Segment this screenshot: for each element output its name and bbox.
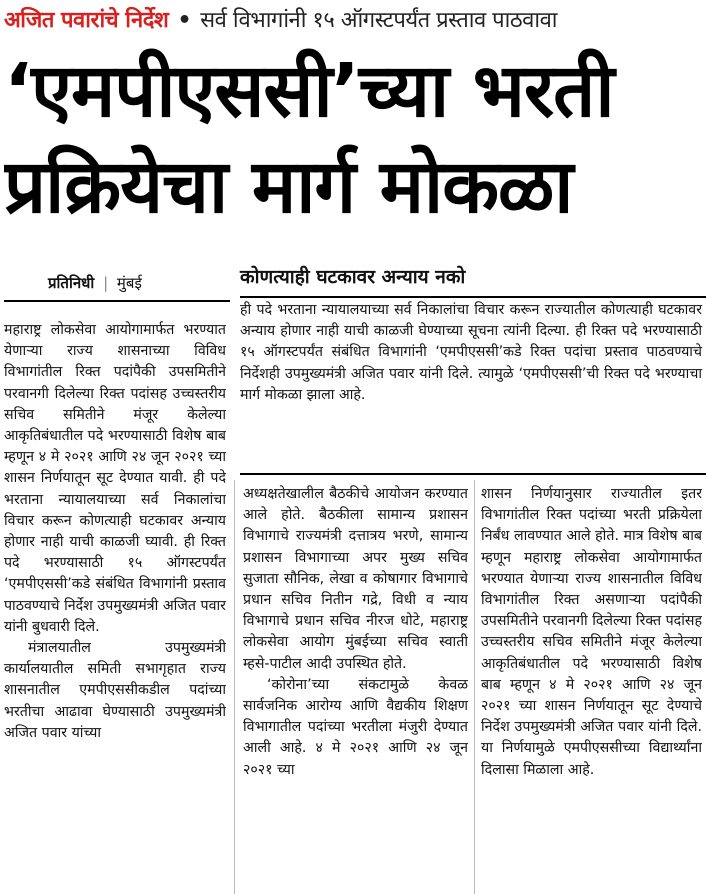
subheading-box [240, 262, 706, 298]
subheading: कोणत्याही घटकावर अन्याय नको [240, 266, 466, 288]
kicker-line [4, 4, 704, 38]
column-divider-2 [474, 480, 475, 894]
byline [48, 272, 142, 294]
column-1-paragraph-2: मंत्रालयातील उपमुख्यमंत्री कार्यालयातील समिती सभागृहात राज्य शासनातील एमपीएससीकडील पदांच्या भरतीचा आढावा घेण्यासाठी उपमुख्यमंत्री अजित पवार यांच्या [4, 640, 226, 741]
column-1-paragraph-1: महाराष्ट्र लोकसेवा आयोगामार्फत भरण्यात येणाऱ्या राज्य शासनाच्या विविध विभागांतील रिक्त पदांपैकी उपसमितीने परवानगी दिलेल्या रिक्त पदांसह उच्चस्तरीय सचिव समितीने मंजूर केलेल्या आकृतिबंधातील पदे भरण्यासाठी विशेष बाब म्हणून ४ मे २०२१ आणि २४ जून २०२१ च्या शासन निर्णयातून सूट देण्यात यावी. ही पदे भरताना न्यायालयाच्या सर्व निकालांचा विचार करून कोणत्याही घटकावर अन्याय होणार नाही याची काळजी घ्यावी. ही रिक्त पदे भरण्यासाठी १५ ऑगस्टपर्यंत ‘एमपीएससी’कडे संबंधित विभागांनी प्रस्ताव पाठवण्याचे निर्देश उपमुख्यमंत्री अजित पवार यांनी बुधवारी दिले. [4, 322, 226, 635]
article-column-1 [4, 320, 226, 894]
column-2-paragraph-2: ‘कोरोना’च्या संकटामुळे केवळ सार्वजनिक आरोग्य आणि वैद्यकीय शिक्षण विभागातील पदांच्या भरतीला मंजुरी देण्यात आली आहे. ४ मे २०२१ आणि २४ जून २०२१ च्या [243, 676, 468, 778]
kicker-text: सर्व विभागांनी १५ ऑगस्टपर्यंत प्रस्ताव पाठवावा [200, 8, 558, 33]
byline-reporter: प्रतिनिधी [48, 274, 95, 292]
divider-left [4, 300, 230, 302]
kicker-highlight: अजित पवारांचे निर्देश [4, 8, 169, 33]
column-2-paragraph-1: अध्यक्षतेखालील बैठकीचे आयोजन करण्यात आले होते. बैठकीला सामान्य प्रशासन विभागाचे राज्यमंत्री दत्तात्रय भरणे, सामान्य प्रशासन विभागाच्या अपर मुख्य सचिव सुजाता सौनिक, लेखा व कोषागार विभागाचे प्रधान सचिव नितीन गद्रे, विधी व न्याय विभागाचे प्रधान सचिव नीरज धोटे, महाराष्ट्र लोकसेवा आयोग मुंबईच्या सचिव स्वाती म्हसे-पाटील आदी उपस्थित होते. [243, 486, 468, 672]
byline-separator: | [103, 274, 109, 292]
headline-line-2: प्रक्रियेचा मार्ग मोकळा [4, 144, 573, 230]
article-column-2 [243, 484, 468, 894]
lead-paragraph: ही पदे भरताना न्यायालयाच्या सर्व निकालांचा विचार करून राज्यातील कोणत्याही घटकावर अन्याय होणार नाही याची काळजी घेण्याच्या सूचना त्यांनी दिल्या. ही रिक्त पदे भरण्यासाठी १५ ऑगस्टपर्यंत संबंधित विभागांनी ‘एमपीएससी’कडे रिक्त पदांचा प्रस्ताव पाठवण्याचे निर्देशही उपमुख्यमंत्री अजित पवार यांनी दिले. त्यामुळे ‘एमपीएससी’ची रिक्त पदे भरण्याचा मार्ग मोकळा झाला आहे. [240, 302, 702, 403]
headline [4, 46, 704, 238]
article-column-3 [481, 484, 702, 894]
column-divider-1 [234, 480, 235, 894]
kicker-bullet: • [177, 8, 192, 33]
byline-place: मुंबई [116, 274, 142, 292]
headline-line-1: ‘एमपीएससी’च्या भरती [4, 48, 614, 134]
divider-middle [240, 473, 706, 475]
column-3-paragraph-1: शासन निर्णयानुसार राज्यातील इतर विभागांतील रिक्त पदांच्या भरती प्रक्रियेला निर्बंध लावण्यात आले होते. मात्र विशेष बाब म्हणून महाराष्ट्र लोकसेवा आयोगामार्फत भरण्यात येणाऱ्या राज्य शासनातील विविध विभागांतील रिक्त असणाऱ्या पदांपैकी उपसमितीने परवानगी दिलेल्या रिक्त पदांसह उच्चस्तरीय सचिव समितीने मंजूर केलेल्या आकृतिबंधातील पदे भरण्यासाठी विशेष बाब म्हणून ४ मे २०२१ आणि २४ जून २०२१ च्या शासन निर्णयातून सूट देण्याचे निर्देश उपमुख्यमंत्री अजित पवार यांनी दिले. या निर्णयामुळे एमपीएससीच्या विद्यार्थ्यांना दिलासा मिळाला आहे. [481, 486, 702, 778]
